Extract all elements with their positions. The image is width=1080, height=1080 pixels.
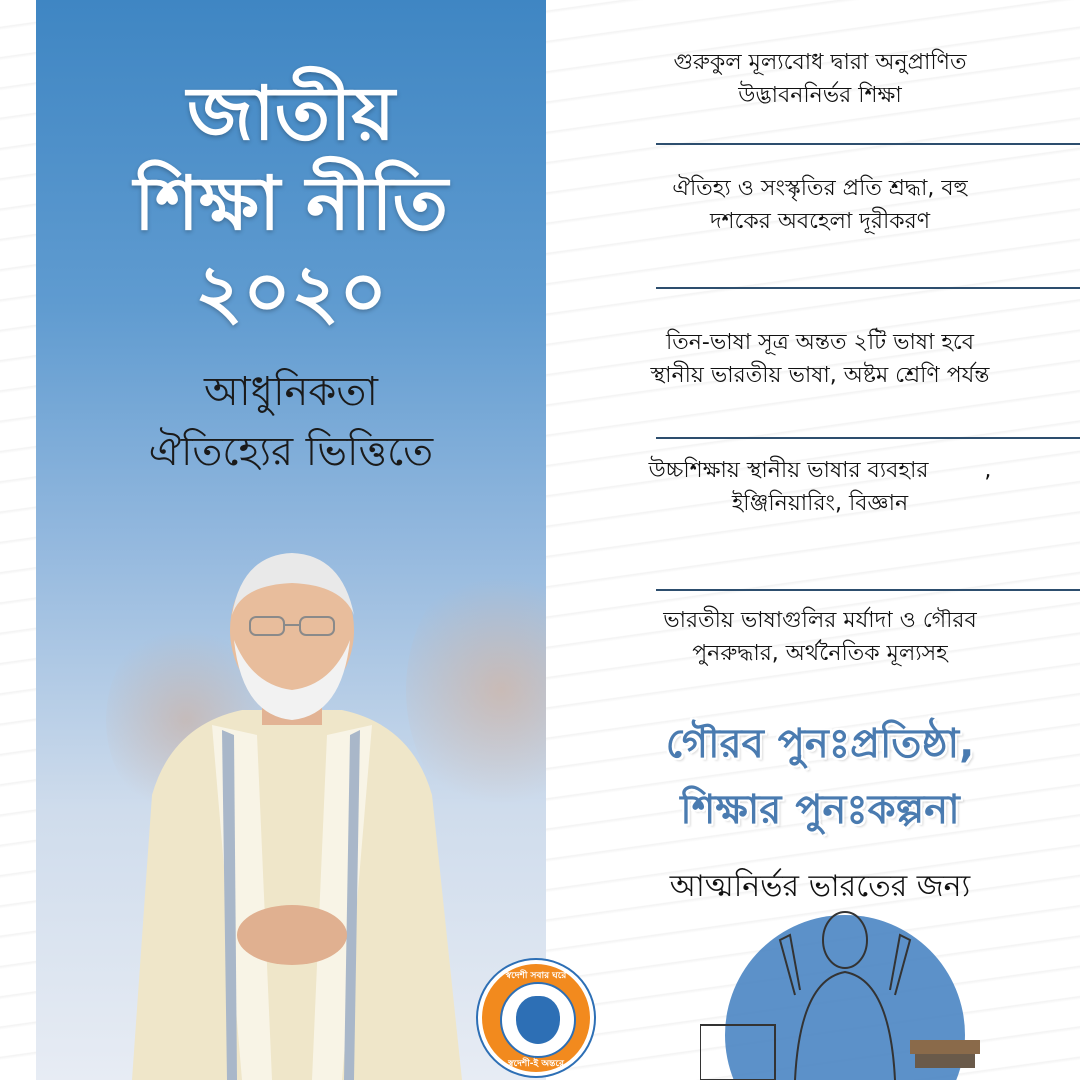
point-3 xyxy=(560,326,1080,392)
leader-portrait xyxy=(92,545,492,1080)
divider-4 xyxy=(656,589,1080,591)
title-line-1: জাতীয় xyxy=(187,71,395,157)
tagline: আত্মনির্ভর ভারতের জন্য xyxy=(669,869,971,904)
headline-line-2: শিক্ষার পুনঃকল্পনা xyxy=(680,787,960,833)
point-5-line-2: পুনরুদ্ধার, অর্থনৈতিক মূল্যসহ xyxy=(692,641,948,666)
divider-1 xyxy=(656,143,1080,145)
point-3-line-2: স্থানীয় ভারতীয় ভাষা, অষ্টম শ্রেণি পর্যন্ত xyxy=(650,363,990,388)
point-2-line-1: ঐতিহ্য ও সংস্কৃতির প্রতি শ্রদ্ধা, বহু xyxy=(672,176,968,201)
point-3-line-1: তিন-ভাষা সূত্র অন্তত ২টি ভাষা হবে xyxy=(665,330,975,355)
subtitle-line-1: আধুনিকতা xyxy=(204,369,378,415)
swadeshi-emblem xyxy=(478,960,594,1076)
divider-3 xyxy=(656,437,1080,439)
headline-line-1: গৌরব পুনঃপ্রতিষ্ঠা, xyxy=(665,721,975,767)
subtitle-line-2: ঐতিহ্যের ভিত্তিতে xyxy=(148,429,434,475)
point-4-line-1: উচ্চশিক্ষায় স্থানীয় ভাষার ব্যবহার , xyxy=(648,458,992,483)
point-4 xyxy=(560,454,1080,520)
lion-icon xyxy=(516,996,560,1044)
student-illustration xyxy=(700,900,990,1080)
point-5 xyxy=(560,604,1080,670)
point-4-line-2: ইঞ্জিনিয়ারিং, বিজ্ঞান xyxy=(731,491,909,516)
emblem-text-bottom: স্বদেশী-ই অন্তরে xyxy=(508,1059,564,1069)
emblem-text-top: স্বদেশী সবার ঘরে xyxy=(505,971,567,981)
title-line-2: শিক্ষা নীতি xyxy=(133,161,449,247)
title-line-3: ২০২০ xyxy=(194,249,388,335)
point-1 xyxy=(560,46,1080,112)
emblem-inner xyxy=(500,982,576,1058)
point-5-line-1: ভারতীয় ভাষাগুলির মর্যাদা ও গৌরব xyxy=(663,608,977,633)
point-1-line-1: গুরুকুল মূল্যবোধ দ্বারা অনুপ্রাণিত xyxy=(673,50,967,75)
point-2 xyxy=(560,172,1080,238)
point-1-line-2: উদ্ভাবননির্ভর শিক্ষা xyxy=(738,83,902,108)
divider-2 xyxy=(656,287,1080,289)
point-2-line-2: দশকের অবহেলা দূরীকরণ xyxy=(709,209,931,234)
